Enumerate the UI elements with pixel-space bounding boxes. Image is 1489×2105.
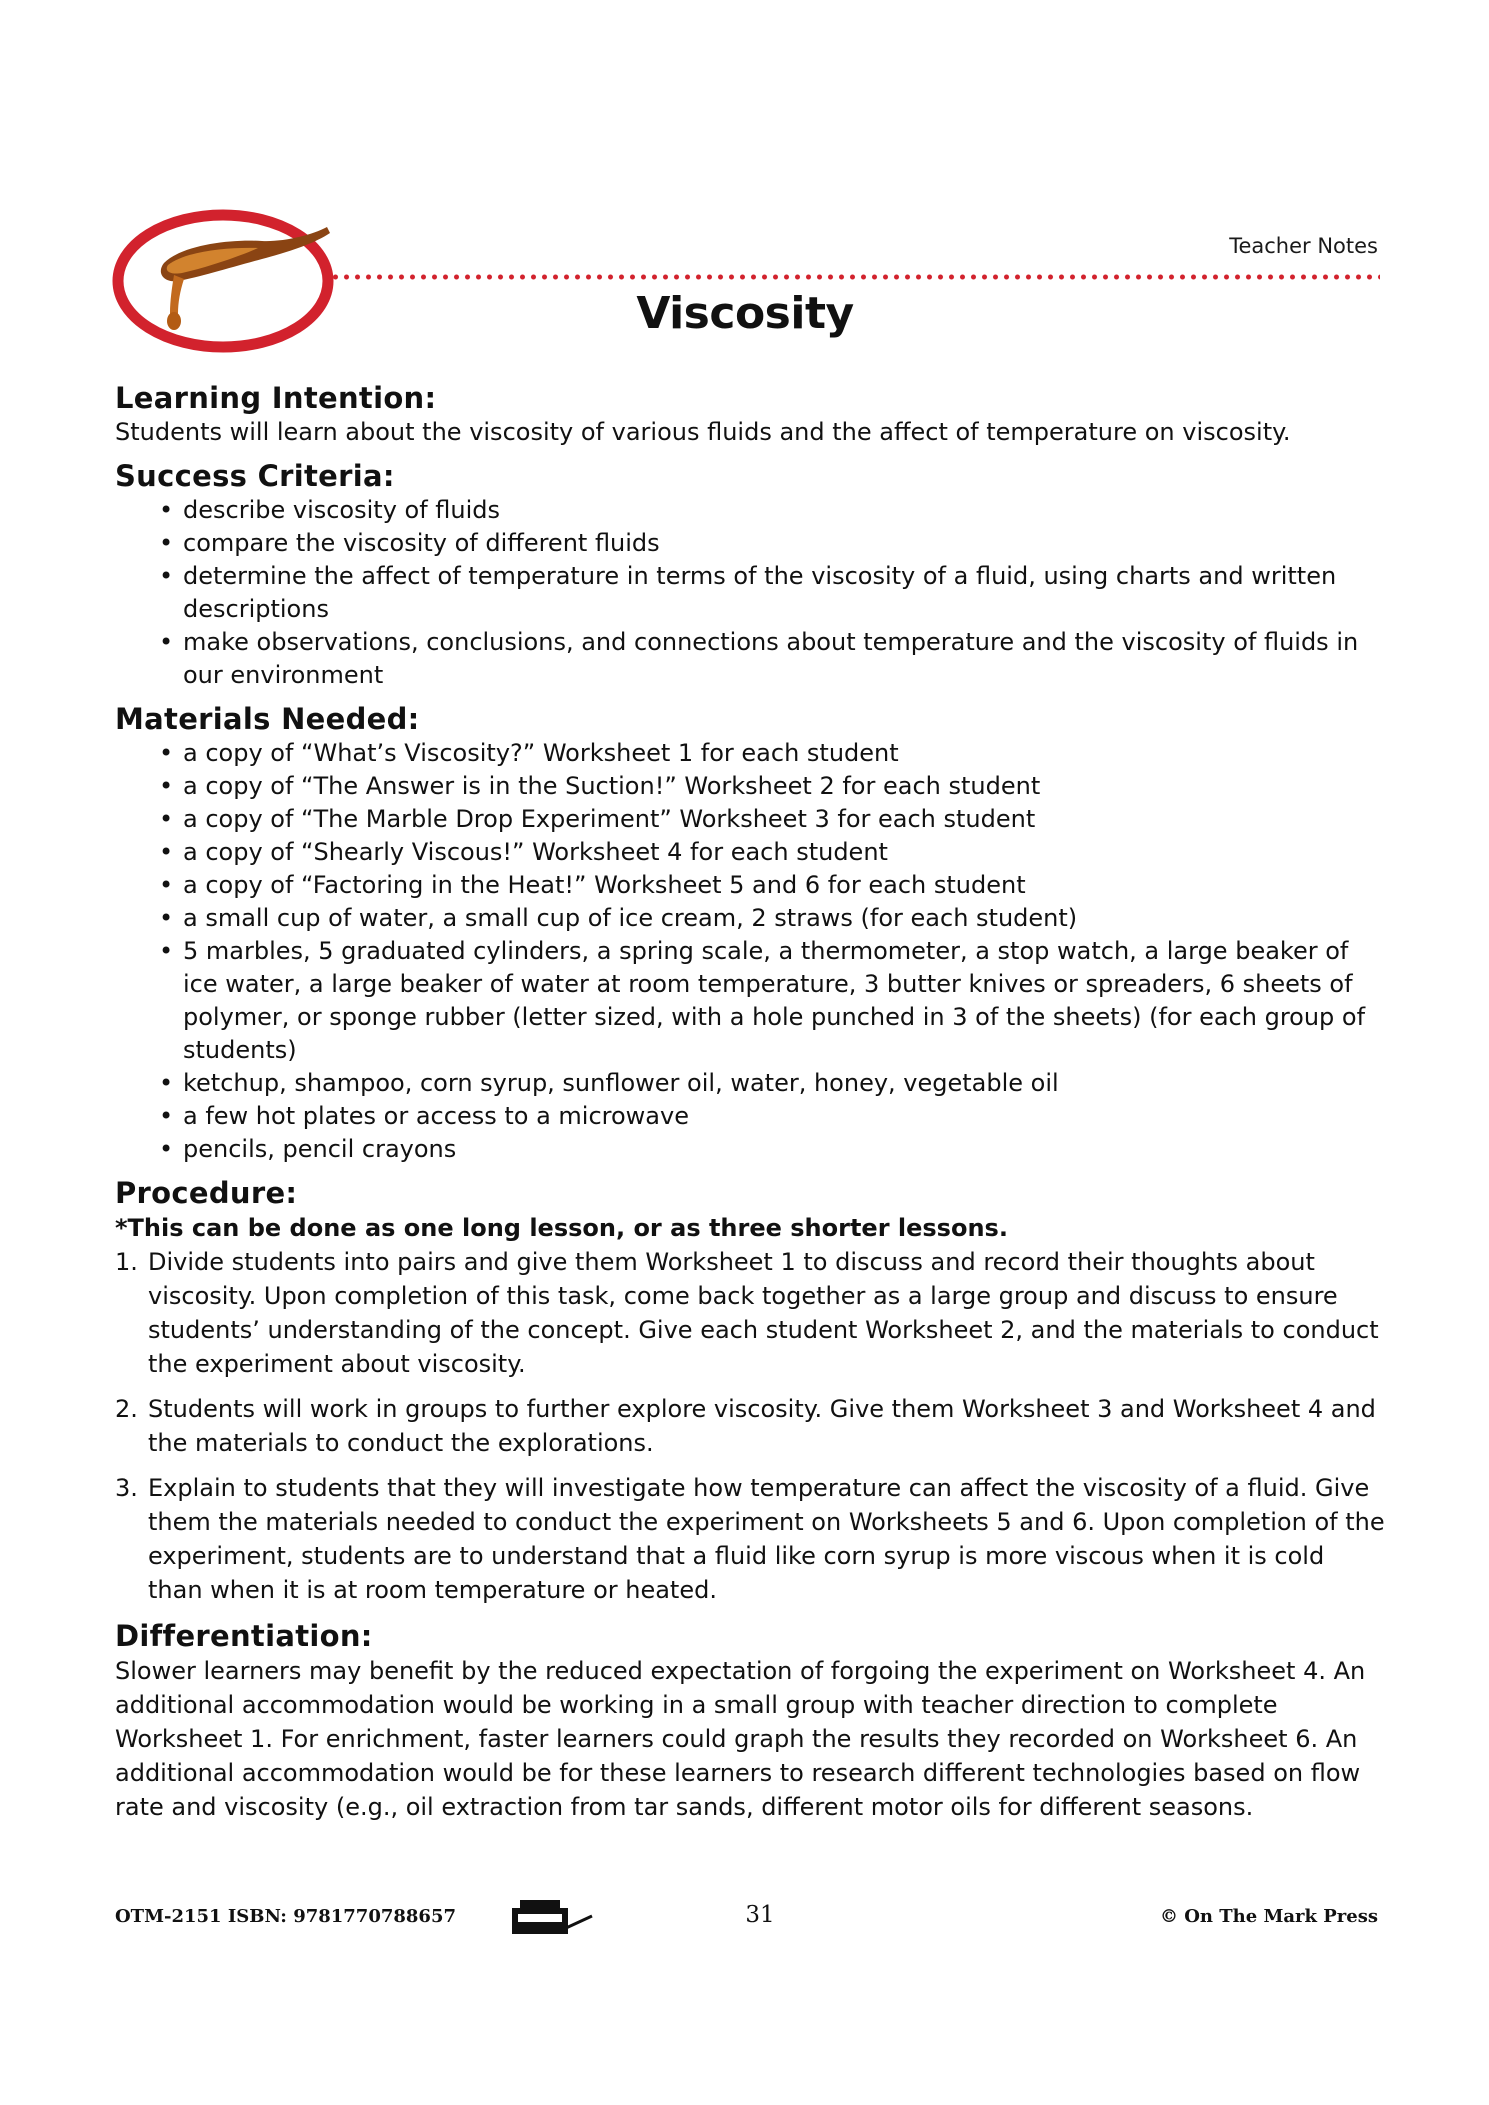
honey-spoon-logo <box>112 205 334 357</box>
dotted-divider <box>330 274 1380 280</box>
learning-intention-text: Students will learn about the viscosity of various fluids and the affect of temperature on viscosity. <box>115 418 1291 446</box>
list-item: • compare the viscosity of different fluids <box>115 527 1385 560</box>
procedure-steps <box>115 1245 1385 1607</box>
materials-heading: Materials Needed: <box>115 702 420 736</box>
materials-list <box>115 737 1385 1166</box>
list-item: • a small cup of water, a small cup of ice cream, 2 straws (for each student) <box>115 902 1385 935</box>
list-item: • a copy of “The Answer is in the Suction!” Worksheet 2 for each student <box>115 770 1385 803</box>
page-title: Viscosity <box>636 288 854 339</box>
procedure-step <box>115 1471 1385 1607</box>
teacher-notes-content <box>115 380 1385 1824</box>
procedure-note: *This can be done as one long lesson, or as three shorter lessons. <box>115 1214 1008 1242</box>
list-item: • ketchup, shampoo, corn syrup, sunflower oil, water, honey, vegetable oil <box>115 1067 1385 1100</box>
step-number: 2. <box>115 1395 138 1423</box>
list-item: • describe viscosity of fluids <box>115 494 1385 527</box>
footer-copyright: © On The Mark Press <box>1159 1906 1378 1927</box>
page-number: 31 <box>745 1902 775 1928</box>
step-number: 1. <box>115 1248 138 1276</box>
procedure-heading: Procedure: <box>115 1176 298 1210</box>
list-item: • a copy of “Factoring in the Heat!” Worksheet 5 and 6 for each student <box>115 869 1385 902</box>
step-text: Explain to students that they will investigate how temperature can affect the viscosity of a fluid. Give them the materials needed to conduct the experiment on Worksheets 5 and 6. Upon completion of the experiment, students are to understand that a fluid like corn syrup is more viscous when it is cold than when it is at room temperature or heated. <box>148 1474 1385 1604</box>
photocopier-icon <box>508 1898 594 1938</box>
procedure-step <box>115 1392 1385 1460</box>
procedure-step <box>115 1245 1385 1381</box>
list-item: • determine the affect of temperature in terms of the viscosity of a fluid, using charts and written descriptions <box>115 560 1385 626</box>
section-label: Teacher Notes <box>1229 234 1378 258</box>
footer-code-isbn: OTM-2151 ISBN: 9781770788657 <box>115 1906 457 1927</box>
list-item: • a copy of “Shearly Viscous!” Worksheet 4 for each student <box>115 836 1385 869</box>
list-item: • a copy of “What’s Viscosity?” Worksheet 1 for each student <box>115 737 1385 770</box>
list-item: • a few hot plates or access to a microwave <box>115 1100 1385 1133</box>
list-item: • pencils, pencil crayons <box>115 1133 1385 1166</box>
success-criteria-list <box>115 494 1385 692</box>
list-item: • make observations, conclusions, and connections about temperature and the viscosity of fluids in our environment <box>115 626 1385 692</box>
differentiation-heading: Differentiation: <box>115 1619 373 1653</box>
differentiation-text: Slower learners may benefit by the reduced expectation of forgoing the experiment on Worksheet 4. An additional accommodation would be working in a small group with teacher direction to complete Worksheet 1. For enrichment, faster learners could graph the results they recorded on Worksheet 6. An additional accommodation would be for these learners to research different technologies based on flow rate and viscosity (e.g., oil extraction from tar sands, different motor oils for different seasons. <box>115 1657 1366 1821</box>
learning-intention-heading: Learning Intention: <box>115 381 437 415</box>
step-text: Students will work in groups to further explore viscosity. Give them Worksheet 3 and Worksheet 4 and the materials to conduct the explorations. <box>148 1395 1376 1457</box>
step-text: Divide students into pairs and give them Worksheet 1 to discuss and record their thoughts about viscosity. Upon completion of this task, come back together as a large group and discuss to ensure students’ understanding of the concept. Give each student Worksheet 2, and the materials to conduct the experiment about viscosity. <box>148 1248 1379 1378</box>
success-criteria-heading: Success Criteria: <box>115 459 395 493</box>
step-number: 3. <box>115 1474 138 1502</box>
list-item: • a copy of “The Marble Drop Experiment” Worksheet 3 for each student <box>115 803 1385 836</box>
list-item: • 5 marbles, 5 graduated cylinders, a spring scale, a thermometer, a stop watch, a large beaker of ice water, a large beaker of water at room temperature, 3 butter knives or spreaders, 6 sheets of polymer, or sponge rubber (letter sized, with a hole punched in 3 of the sheets) (for each group of students) <box>115 935 1385 1067</box>
